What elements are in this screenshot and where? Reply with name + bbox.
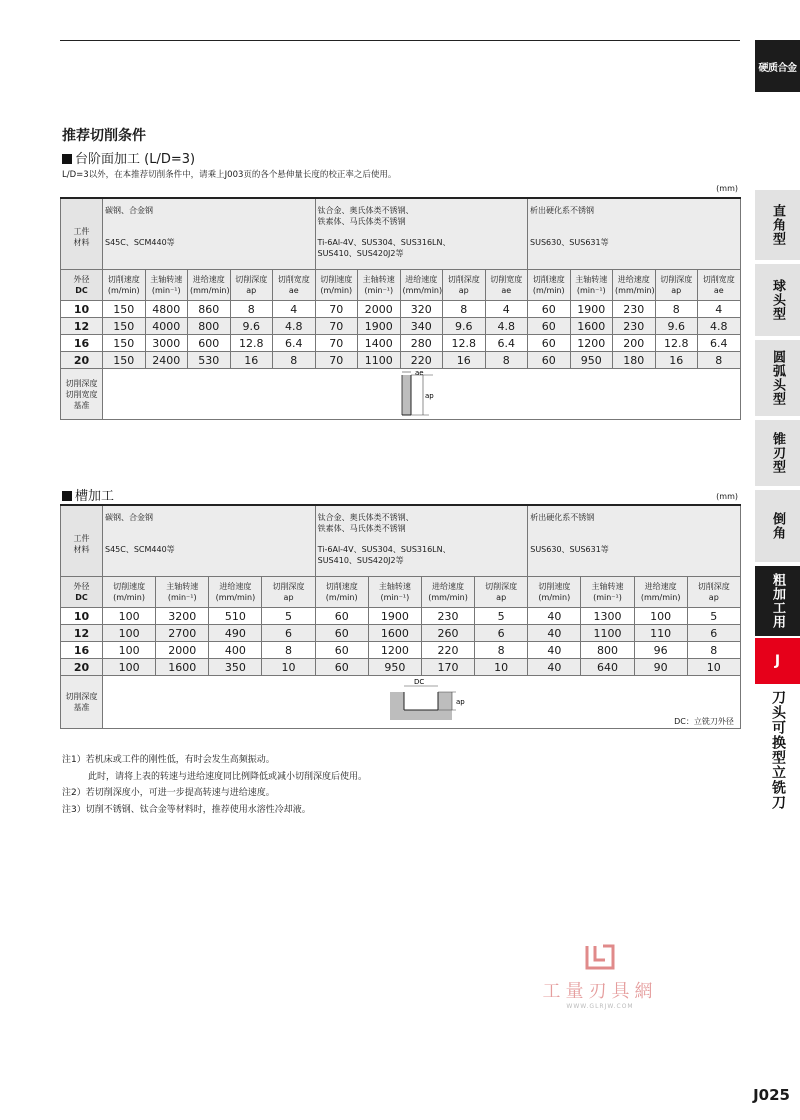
table-cell: 10: [687, 659, 740, 676]
table-cell: 8: [475, 642, 528, 659]
table-cell: 70: [315, 335, 358, 352]
table-cell: 4.8: [273, 318, 316, 335]
table-row: [61, 352, 741, 369]
table-cell: 100: [103, 625, 156, 642]
header-cell: 主轴转速 (min⁻¹): [581, 577, 634, 608]
header-cell: 切削深度 ap: [655, 270, 698, 301]
table1-unit: (mm): [716, 184, 738, 193]
table-cell: 220: [421, 642, 474, 659]
table1-header-row: [61, 270, 741, 301]
top-rule: [60, 40, 740, 41]
table-cell: 90: [634, 659, 687, 676]
table-cell: 60: [528, 335, 571, 352]
table-cell: 60: [528, 352, 571, 369]
table-cell: 4: [273, 301, 316, 318]
sidebar-tab-radius[interactable]: 圆弧头型: [755, 340, 800, 416]
table-cell: 9.6: [443, 318, 486, 335]
table-cell: 6.4: [273, 335, 316, 352]
table-cell: 70: [315, 301, 358, 318]
table-cell: 8: [262, 642, 315, 659]
header-cell: 切削速度 (m/min): [315, 577, 368, 608]
table-cell: 8: [443, 301, 486, 318]
dc-label: 外径 DC: [61, 270, 103, 301]
table-cell: 40: [528, 608, 581, 625]
sidebar-tab-ball[interactable]: 球头型: [755, 264, 800, 336]
table-cell: 350: [209, 659, 262, 676]
table2-diagram-row: [61, 676, 741, 729]
header-cell: 切削速度 (m/min): [315, 270, 358, 301]
table-cell: 40: [528, 659, 581, 676]
table-cell: 5: [687, 608, 740, 625]
header-cell: 切削速度 (m/min): [528, 270, 571, 301]
table-cell: 800: [581, 642, 634, 659]
table-cell: 1200: [570, 335, 613, 352]
table-cell: 6: [262, 625, 315, 642]
table-cell: 100: [634, 608, 687, 625]
dc-label: 外径 DC: [61, 577, 103, 608]
header-cell: 切削宽度 ae: [485, 270, 528, 301]
table-cell: 8: [273, 352, 316, 369]
note-1-continued: 此时，请将上表的转速与进给速度同比例降低或减小切削深度后使用。: [88, 771, 368, 782]
table1-title: 台阶面加工 (L/D=3): [62, 148, 195, 167]
header-cell: 进给速度 (mm/min): [421, 577, 474, 608]
table-cell: 1300: [581, 608, 634, 625]
table-cell: 16: [61, 642, 103, 659]
table-cell: 4800: [145, 301, 188, 318]
table2-header-row: [61, 577, 741, 608]
table-cell: 280: [400, 335, 443, 352]
table-cell: 10: [475, 659, 528, 676]
table-cell: 220: [400, 352, 443, 369]
step-diagram: [103, 369, 741, 420]
table-cell: 6.4: [485, 335, 528, 352]
table-cell: 40: [528, 642, 581, 659]
table-cell: 2700: [156, 625, 209, 642]
table-cell: 1100: [358, 352, 401, 369]
material-precipitation-stainless: 析出硬化系不锈钢 SUS630、SUS631等: [528, 198, 741, 270]
table-cell: 40: [528, 625, 581, 642]
table-cell: 60: [315, 642, 368, 659]
table-cell: 12.8: [443, 335, 486, 352]
table-cell: 20: [61, 352, 103, 369]
diagram-dc-note: DC：立铣刀外径: [674, 717, 734, 726]
material-carbon-steel: 碳钢、合金钢 S45C、SCM440等: [103, 505, 316, 577]
table-row: [61, 625, 741, 642]
table-row: [61, 335, 741, 352]
table-cell: 10: [262, 659, 315, 676]
header-cell: 主轴转速 (min⁻¹): [145, 270, 188, 301]
svg-text:ap: ap: [425, 392, 434, 400]
table-cell: 8: [687, 642, 740, 659]
svg-text:DC: DC: [414, 678, 425, 686]
header-cell: 切削深度 ap: [443, 270, 486, 301]
table-cell: 8: [485, 352, 528, 369]
table-cell: 8: [230, 301, 273, 318]
table-cell: 150: [103, 352, 146, 369]
header-cell: 切削深度 ap: [262, 577, 315, 608]
table-row: [61, 318, 741, 335]
table-cell: 150: [103, 301, 146, 318]
table-cell: 16: [230, 352, 273, 369]
table-cell: 9.6: [655, 318, 698, 335]
square-bullet-icon: [62, 154, 72, 164]
table-cell: 4: [698, 301, 741, 318]
table-cell: 60: [528, 301, 571, 318]
table-cell: 6.4: [698, 335, 741, 352]
sidebar-vertical-title: 刀头可换型立铣刀: [770, 690, 786, 810]
table-cell: 8: [655, 301, 698, 318]
section-title: 推荐切削条件: [62, 128, 146, 144]
note-2: 注2）若切削深度小，可进一步提高转速与进给速度。: [62, 788, 275, 798]
table-cell: 4: [485, 301, 528, 318]
table-cell: 16: [61, 335, 103, 352]
table-cell: 180: [613, 352, 656, 369]
watermark-url: WWW.GLRJW.COM: [566, 1003, 634, 1010]
table-cell: 1400: [358, 335, 401, 352]
material-precipitation-stainless: 析出硬化系不锈钢 SUS630、SUS631等: [528, 505, 741, 577]
material-titanium-stainless: 钛合金、奥氏体类不锈钢、 铁素体、马氏体类不锈钢 Ti-6Al-4V、SUS304、SUS316LN、 SUS410、SUS420J2等: [315, 198, 528, 270]
table1-diagram-row: [61, 369, 741, 420]
table-cell: 950: [570, 352, 613, 369]
table-cell: 320: [400, 301, 443, 318]
table-cell: 12: [61, 318, 103, 335]
table-cell: 1900: [358, 318, 401, 335]
table-cell: 3000: [145, 335, 188, 352]
header-cell: 主轴转速 (min⁻¹): [368, 577, 421, 608]
table-cell: 340: [400, 318, 443, 335]
table2-title: 槽加工: [62, 485, 114, 504]
table-cell: 100: [103, 659, 156, 676]
table-row: [61, 608, 741, 625]
sidebar-j-badge: J: [755, 638, 800, 684]
header-cell: 切削宽度 ae: [698, 270, 741, 301]
material-label: 工件 材料: [61, 505, 103, 577]
header-cell: 进给速度 (mm/min): [400, 270, 443, 301]
table-cell: 6: [475, 625, 528, 642]
material-titanium-stainless: 钛合金、奥氏体类不锈钢、 铁素体、马氏体类不锈钢 Ti-6Al-4V、SUS304、SUS316LN、 SUS410、SUS420J2等: [315, 505, 528, 577]
table-row: [61, 642, 741, 659]
table-cell: 1600: [156, 659, 209, 676]
diagram-label: 切削深度 切削宽度 基准: [61, 369, 103, 420]
table-cell: 12: [61, 625, 103, 642]
footnotes: [62, 752, 367, 818]
table-cell: 1900: [570, 301, 613, 318]
table-cell: 100: [103, 642, 156, 659]
table-cell: 3200: [156, 608, 209, 625]
table-cell: 860: [188, 301, 231, 318]
table-cell: 1600: [570, 318, 613, 335]
table-cell: 2000: [156, 642, 209, 659]
sidebar-tab-taper[interactable]: 锥刃型: [755, 420, 800, 486]
table-cell: 150: [103, 318, 146, 335]
table-cell: 230: [613, 318, 656, 335]
header-cell: 主轴转速 (min⁻¹): [156, 577, 209, 608]
table-cell: 950: [368, 659, 421, 676]
sidebar-tab-chamfer[interactable]: 倒角: [755, 490, 800, 562]
header-cell: 主轴转速 (min⁻¹): [570, 270, 613, 301]
header-cell: 切削深度 ap: [687, 577, 740, 608]
table-cell: 1200: [368, 642, 421, 659]
step-diagram-icon: [393, 369, 453, 419]
table1-note: L/D=3以外，在本推荐切削条件中，请乘上J003页的各个悬伸量长度的校正率之后使用。: [62, 170, 397, 180]
table-cell: 110: [634, 625, 687, 642]
table2-unit: (mm): [716, 492, 738, 501]
table-cell: 60: [315, 608, 368, 625]
table-cell: 70: [315, 352, 358, 369]
table-cell: 260: [421, 625, 474, 642]
table1-material-row: [61, 198, 741, 270]
note-3: 注3）切削不锈钢、钛合金等材料时，推荐使用水溶性冷却液。: [62, 804, 311, 815]
table-cell: 20: [61, 659, 103, 676]
table-cell: 10: [61, 608, 103, 625]
table-cell: 230: [613, 301, 656, 318]
note-1: 注1）若机床或工件的刚性低，有时会发生高频振动。: [62, 755, 275, 765]
table-cell: 2000: [358, 301, 401, 318]
table-cell: 8: [698, 352, 741, 369]
header-cell: 切削速度 (m/min): [103, 270, 146, 301]
header-cell: 切削深度 ap: [475, 577, 528, 608]
table-cell: 100: [103, 608, 156, 625]
table-cell: 12.8: [655, 335, 698, 352]
material-carbon-steel: 碳钢、合金钢 S45C、SCM440等: [103, 198, 316, 270]
table-cell: 1600: [368, 625, 421, 642]
table-cell: 60: [315, 659, 368, 676]
header-cell: 进给速度 (mm/min): [209, 577, 262, 608]
table1-step-milling: [60, 197, 741, 420]
table-cell: 800: [188, 318, 231, 335]
table-cell: 640: [581, 659, 634, 676]
header-cell: 进给速度 (mm/min): [634, 577, 687, 608]
table-cell: 6: [687, 625, 740, 642]
watermark: [540, 942, 660, 1010]
sidebar-tab-roughing[interactable]: 粗加工用: [755, 566, 800, 636]
header-cell: 切削速度 (m/min): [528, 577, 581, 608]
table-cell: 60: [528, 318, 571, 335]
table-cell: 2400: [145, 352, 188, 369]
table-cell: 600: [188, 335, 231, 352]
header-cell: 切削速度 (m/min): [103, 577, 156, 608]
table-cell: 490: [209, 625, 262, 642]
watermark-logo-icon: [540, 942, 660, 977]
table-cell: 150: [103, 335, 146, 352]
table2-material-row: [61, 505, 741, 577]
table-cell: 4000: [145, 318, 188, 335]
table-cell: 400: [209, 642, 262, 659]
table-cell: 510: [209, 608, 262, 625]
square-bullet-icon: [62, 491, 72, 501]
svg-text:ae: ae: [415, 369, 424, 377]
watermark-text: 工量刃具網: [542, 981, 658, 1002]
table-cell: 1900: [368, 608, 421, 625]
table-cell: 4.8: [485, 318, 528, 335]
table-cell: 530: [188, 352, 231, 369]
table-cell: 170: [421, 659, 474, 676]
page-number: J025: [753, 1086, 790, 1104]
slot-diagram-icon: [380, 678, 480, 724]
sidebar-tab-carbide[interactable]: 硬质合金: [755, 40, 800, 92]
header-cell: 切削深度 ap: [230, 270, 273, 301]
table-cell: 4.8: [698, 318, 741, 335]
table-cell: 5: [262, 608, 315, 625]
svg-text:ap: ap: [456, 698, 465, 706]
table-cell: 9.6: [230, 318, 273, 335]
table-cell: 70: [315, 318, 358, 335]
table2-slot-milling: [60, 504, 741, 729]
table-cell: 230: [421, 608, 474, 625]
table-cell: 5: [475, 608, 528, 625]
diagram-label: 切削深度 基准: [61, 676, 103, 729]
table-row: [61, 659, 741, 676]
table-cell: 16: [443, 352, 486, 369]
table-cell: 96: [634, 642, 687, 659]
table-row: [61, 301, 741, 318]
table-cell: 12.8: [230, 335, 273, 352]
table-cell: 16: [655, 352, 698, 369]
table-cell: 1100: [581, 625, 634, 642]
slot-diagram: [103, 676, 741, 729]
header-cell: 切削宽度 ae: [273, 270, 316, 301]
sidebar-tab-square[interactable]: 直角型: [755, 190, 800, 260]
watermark-bracket-icon: [583, 942, 617, 972]
material-label: 工件 材料: [61, 198, 103, 270]
header-cell: 进给速度 (mm/min): [613, 270, 656, 301]
table-cell: 200: [613, 335, 656, 352]
header-cell: 主轴转速 (min⁻¹): [358, 270, 401, 301]
header-cell: 进给速度 (mm/min): [188, 270, 231, 301]
table-cell: 10: [61, 301, 103, 318]
table-cell: 60: [315, 625, 368, 642]
